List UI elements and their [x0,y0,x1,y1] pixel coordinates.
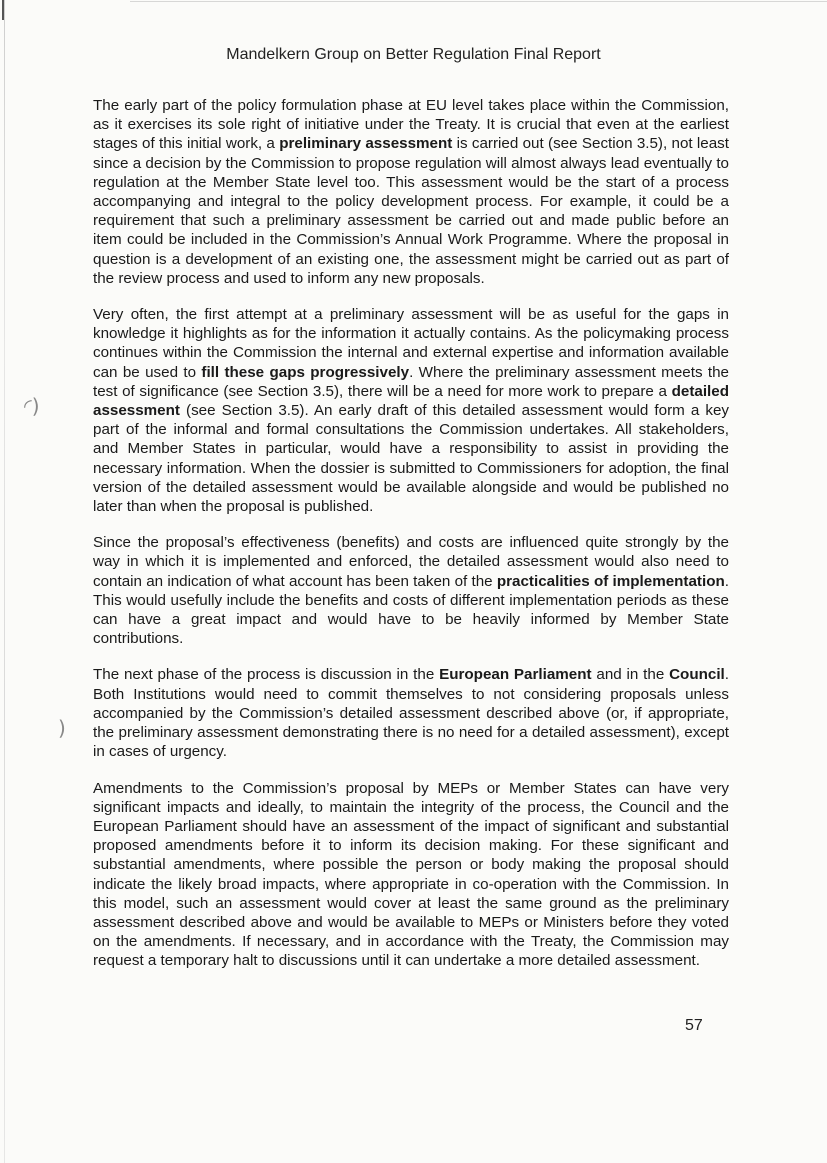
text-segment: and in the [591,666,670,684]
text-segment: (see Section 3.5). An early draft of this detailed assessment would form a key part of the informal and formal consultations the Commission undertakes. All stakeholders, and Member States in particular, would have a responsibility to assist in providing the necessary information. When the dossier is submitted to Commissioners for adoption, the final version of the detailed assessment would be available alongside and would be published no later than when the proposal is published. [93,402,729,516]
punch-hole-mark-lower: ) [58,716,66,740]
paragraph [93,96,729,288]
text-segment: . Both Institutions would need to commit themselves to not considering proposals unless accompanied by the Commission’s detailed assessment described above (or, if appropriate, the preliminary assessment demonstrating there is no need for a detailed assessment), except in cases of urgency. [93,666,730,761]
scan-edge-left [4,0,5,1163]
text-segment: is carried out (see Section 3.5), not least since a decision by the Commission to propose regulation will almost always lead eventually to regulation at the Member State level too. This assessment would be the start of a process accompanying and integral to the policy development process. For example, it could be a requirement that such a preliminary assessment be carried out and made public before an item could be included in the Commission’s Annual Work Programme. Where the proposal in question is a development of an existing one, the assessment might be carried out as part of the review process and used to inform any new proposals. [93,135,729,287]
bold-term: European Parliament [439,666,592,684]
bold-term: preliminary assessment [279,135,453,153]
text-segment: . This would usefully include the benefits and costs of different implementation periods as these can have a great impact and would have to be heavily informed by Member State contributions. [93,572,729,648]
paragraph [93,305,729,516]
scan-edge-mark [2,0,4,20]
text-segment: . Where the preliminary assessment meets the test of significance (see Section 3.5), there will be a need for more work to prepare a [93,363,730,400]
paragraph [93,665,729,761]
punch-hole-mark-upper: ◜) [24,394,40,418]
text-segment: Amendments to the Commission’s proposal by MEPs or Member States can have very significant impacts and ideally, to maintain the integrity of the process, the Council and the European Parliament should have an assessment of the impact of significant and substantial proposed amendments before it to inform its decision making. For these significant and substantial amendments, where possible the person or body making the proposal should indicate the likely broad impacts, where appropriate in co-operation with the Commission. In this model, such an assessment would cover at least the same ground as the preliminary assessment described above and would be available to MEPs or Ministers before they voted on the amendments. If necessary, and in accordance with the Treaty, the Commission may request a temporary halt to discussions until it can undertake a more detailed assessment. [93,779,729,970]
bold-term: detailed assessment [93,382,729,420]
page-number: 57 [685,1017,703,1034]
text-segment: The next phase of the process is discussion in the [93,666,440,684]
scan-edge-top [130,1,827,2]
running-header: Mandelkern Group on Better Regulation Final Report [226,46,601,63]
text-segment: Very often, the first attempt at a preliminary assessment will be as useful for the gaps in knowledge it highlights as for the information it actually contains. As the policymaking process continues within the Commission the internal and external expertise and information available can be used to [93,306,729,381]
paragraph [93,779,729,971]
body-text [93,96,729,988]
bold-term: practicalities of implementation [496,572,725,590]
text-segment: Since the proposal’s effectiveness (benefits) and costs are influenced quite strongly by the way in which it is implemented and enforced, the detailed assessment would also need to contain an indication of what account has been taken of the [93,534,729,590]
text-segment: The early part of the policy formulation phase at EU level takes place within the Commission, as it exercises its sole right of initiative under the Treaty. It is crucial that even at the earliest stages of this initial work, a [93,97,729,153]
bold-term: Council [669,666,725,684]
paragraph [93,533,729,648]
bold-term: fill these gaps progressively [201,363,410,381]
